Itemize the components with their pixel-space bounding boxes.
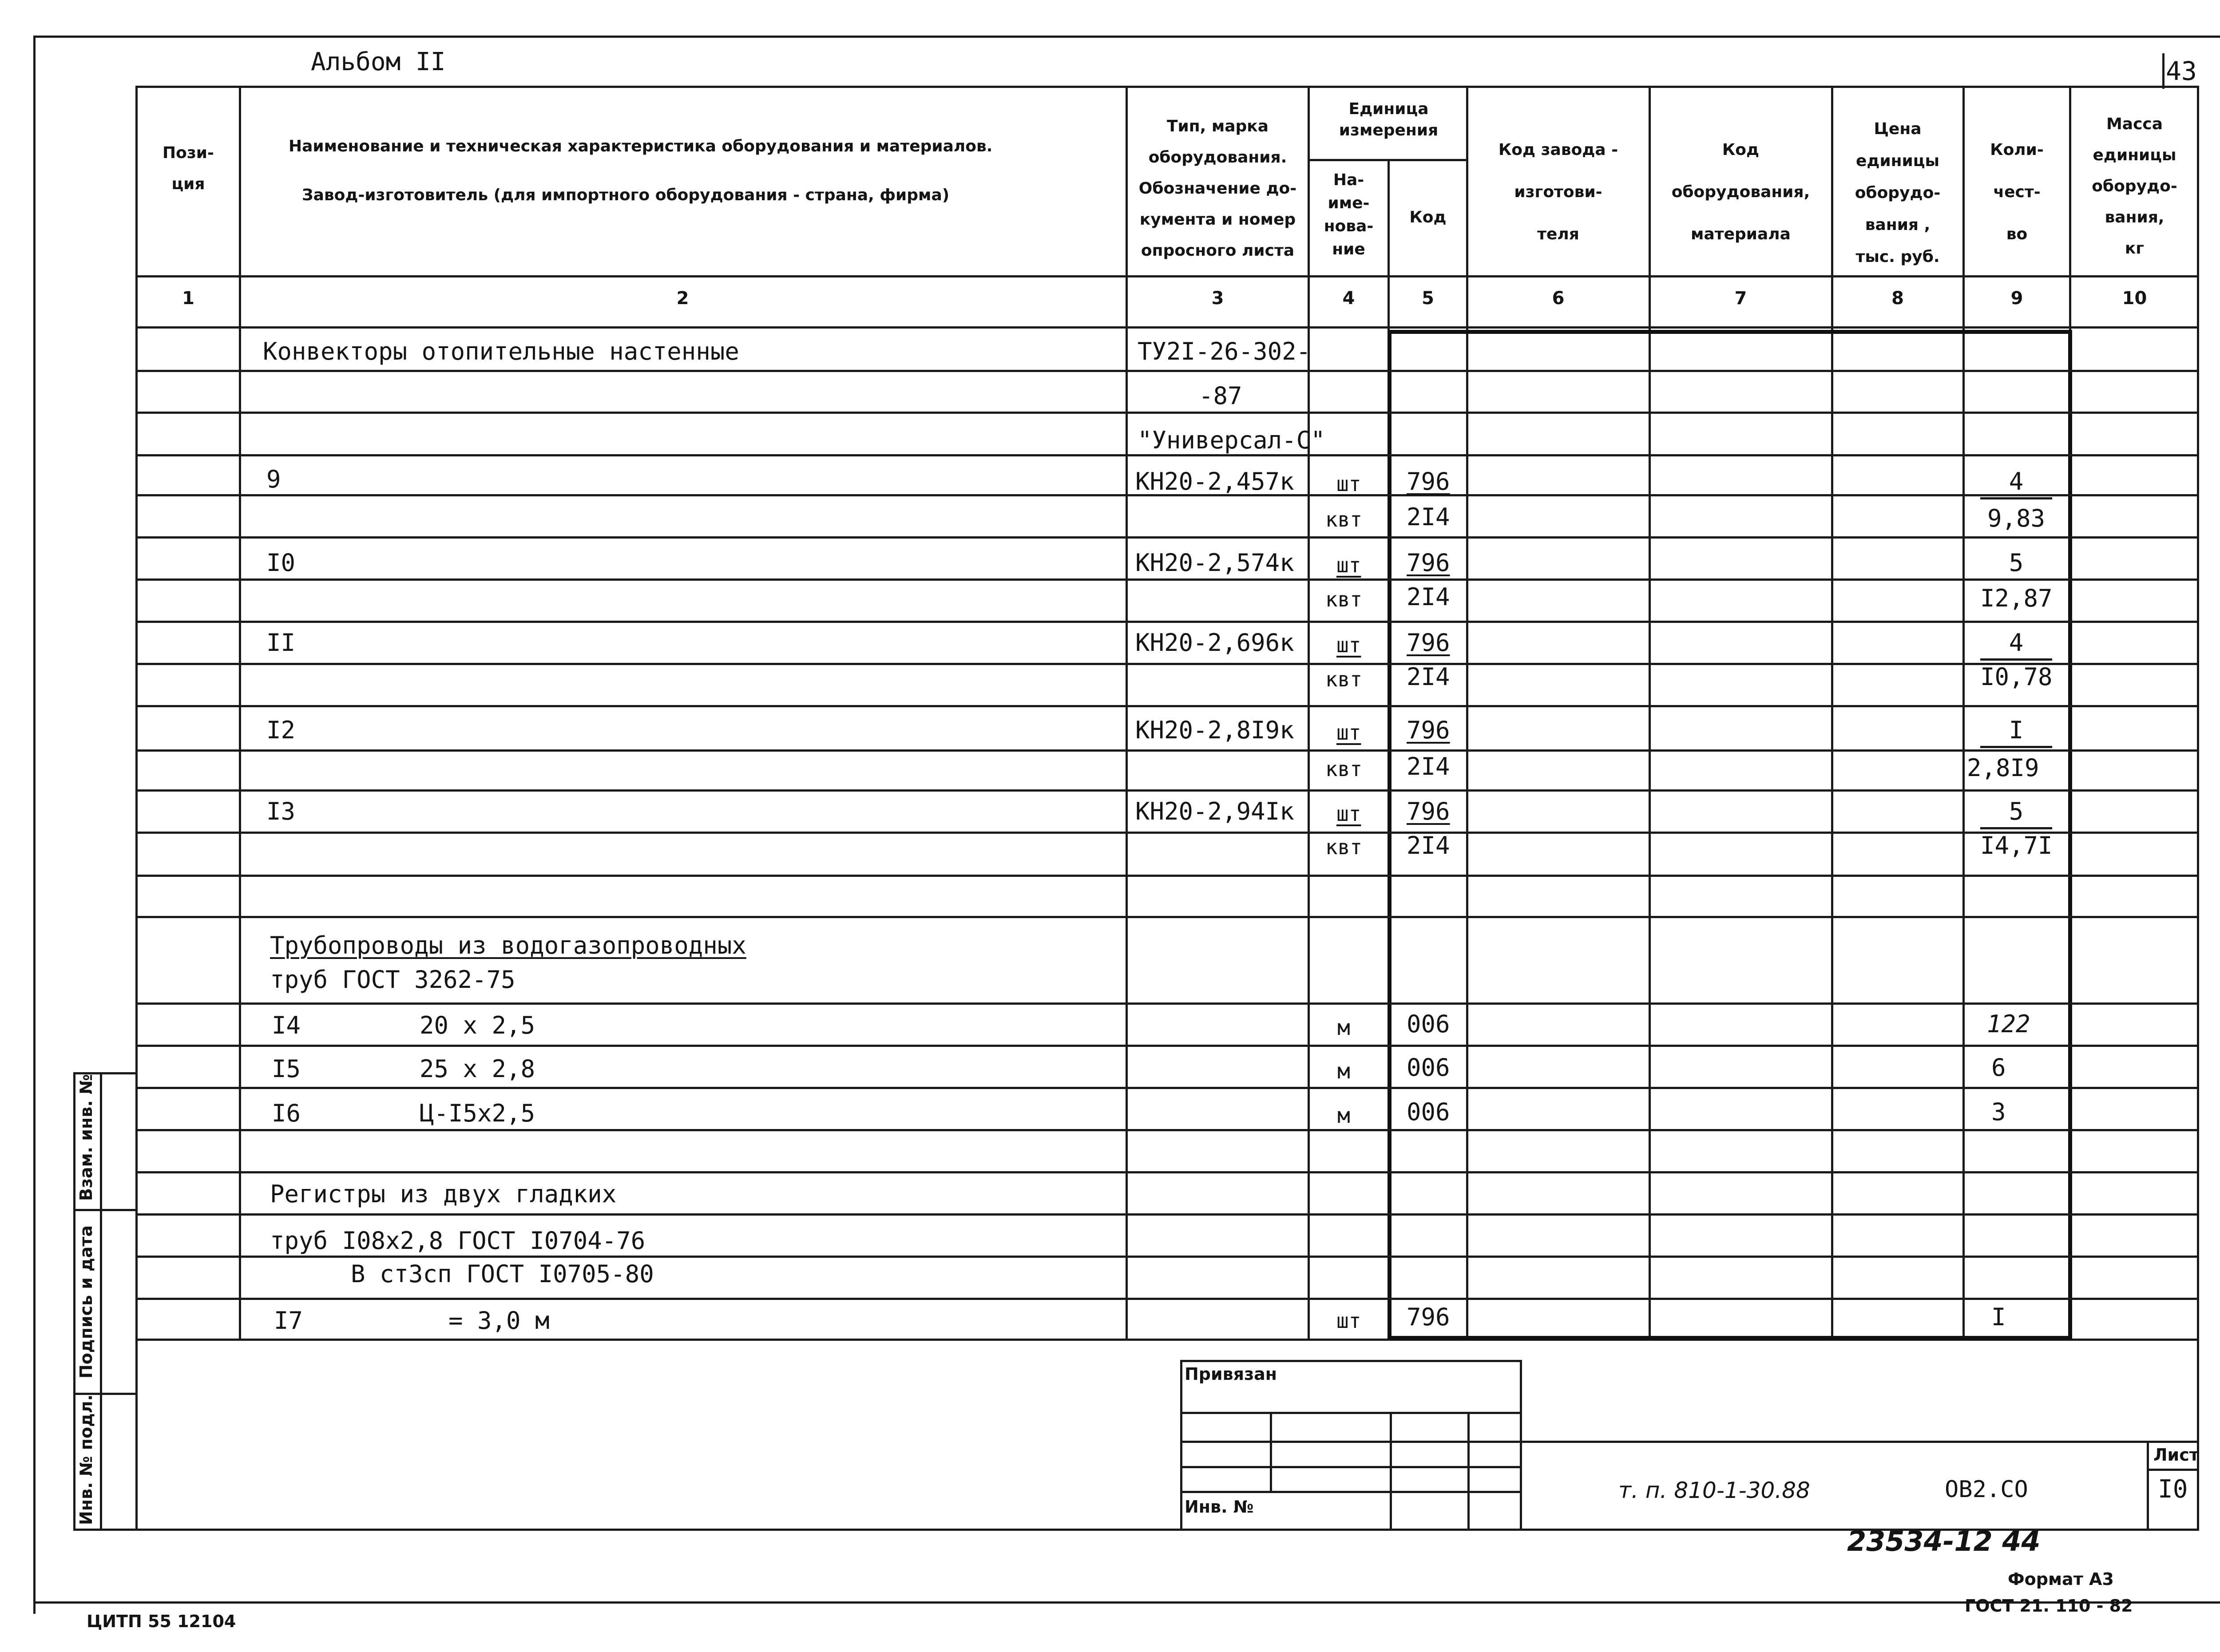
colnum-5: 5 xyxy=(1422,288,1434,309)
title-block-top xyxy=(1520,1441,2199,1443)
quantity: I2,87 xyxy=(1980,584,2053,612)
item-position: 9 xyxy=(266,465,281,493)
col-line-3 xyxy=(1308,86,1310,1340)
row-line xyxy=(135,1087,2199,1089)
stamp-col xyxy=(1390,1412,1392,1529)
header-unit-name: На- име- нова- ние xyxy=(1324,171,1374,258)
section-subtitle: труб ГОСТ 3262-75 xyxy=(270,966,515,994)
unit-code: 2I4 xyxy=(1407,753,1450,780)
unit-name: шт xyxy=(1336,802,1361,826)
format-label: Формат А3 xyxy=(2008,1569,2114,1589)
project-code: т. п. 810-1-30.88 xyxy=(1618,1478,1810,1503)
quantity: 5 xyxy=(1980,547,2052,581)
section-subtitle: труб I08х2,8 ГОСТ I0704-76 xyxy=(270,1227,646,1255)
stamp-attached-label: Привязан xyxy=(1185,1364,1277,1384)
quantity: 122 xyxy=(1987,1010,2030,1038)
unit-code: 796 xyxy=(1407,1303,1450,1331)
unit-code: 796 xyxy=(1407,797,1450,825)
header-bottom-line xyxy=(135,275,2199,277)
sidebar-left-line xyxy=(73,1072,75,1529)
quantity: 4 xyxy=(1980,627,2052,661)
stamp-line xyxy=(1180,1491,1522,1493)
outer-frame-bottom xyxy=(33,1601,2220,1604)
row-line xyxy=(135,1045,2199,1047)
thick-frame-bottom xyxy=(1388,1336,2072,1340)
item-name: Ц-I5х2,5 xyxy=(420,1099,535,1127)
unit-name: шт xyxy=(1336,553,1361,577)
sidebar-replace-inv: Взам. инв. № xyxy=(76,1074,96,1201)
thick-frame-top xyxy=(1388,330,2072,334)
unit-code: 2I4 xyxy=(1407,832,1450,860)
unit-code: 796 xyxy=(1407,629,1450,657)
type-mark: КН20-2,696к xyxy=(1135,629,1294,657)
unit-name: квт xyxy=(1325,835,1363,859)
row-line xyxy=(135,875,2199,877)
colnum-7: 7 xyxy=(1734,288,1747,309)
page-number-divider xyxy=(2162,53,2164,89)
colnum-9: 9 xyxy=(2010,288,2023,309)
section-title: Регистры из двух гладких xyxy=(270,1180,617,1208)
handwritten-number: 23534-12 44 xyxy=(1847,1525,2041,1557)
stamp-line xyxy=(1180,1412,1522,1414)
header-name-line1: Наименование и техническая характеристика оборудования и материалов. xyxy=(289,137,993,155)
stamp-right xyxy=(1520,1360,1522,1530)
item-position: I4 xyxy=(272,1011,301,1039)
row-line xyxy=(135,916,2199,918)
quantity: 3 xyxy=(1991,1098,2006,1126)
outer-frame-top xyxy=(33,36,2220,38)
header-name-line2: Завод-изготовитель (для импортного оборудования - страна, фирма) xyxy=(302,186,950,204)
header-quantity: Коли- чест- во xyxy=(1990,141,2044,243)
row-line xyxy=(135,1298,2199,1300)
item-position: I7 xyxy=(274,1307,303,1335)
sheet-box-left xyxy=(2147,1441,2149,1529)
unit-code: 796 xyxy=(1407,467,1450,495)
col-line-7 xyxy=(1831,86,1833,1340)
table-top-border xyxy=(135,86,2199,88)
header-equipment-code: Код оборудования, материала xyxy=(1671,141,1810,243)
stamp-left xyxy=(1180,1360,1182,1530)
sheet-number: I0 xyxy=(2158,1475,2188,1504)
sheet-box-line xyxy=(2147,1469,2199,1471)
row-line xyxy=(135,832,2199,834)
row-line xyxy=(135,1213,2199,1216)
section-title: Конвекторы отопительные настенные xyxy=(263,337,739,365)
col-line-1 xyxy=(239,86,241,1340)
sidebar-signature-date: Подпись и дата xyxy=(76,1225,96,1379)
unit-name: квт xyxy=(1325,757,1363,781)
item-name: 20 х 2,5 xyxy=(420,1011,535,1039)
colnum-2: 2 xyxy=(676,288,689,309)
row-line xyxy=(135,663,2199,665)
col-line-2 xyxy=(1126,86,1128,1340)
item-position: I3 xyxy=(266,797,296,825)
colnum-8: 8 xyxy=(1891,288,1904,309)
colnum-4: 4 xyxy=(1342,288,1355,309)
col-line-8 xyxy=(1962,86,1965,1340)
item-position: I0 xyxy=(266,549,296,577)
item-position: I2 xyxy=(266,716,296,744)
header-position: Пози- ция xyxy=(163,144,214,193)
type-mark: "Универсал-С" xyxy=(1138,426,1325,454)
stamp-top xyxy=(1180,1360,1522,1362)
quantity: 6 xyxy=(1991,1054,2006,1082)
header-unit-mass: Масса единицы оборудо- вания, кг xyxy=(2092,115,2177,258)
row-line xyxy=(135,789,2199,792)
stamp-inv-label: Инв. № xyxy=(1185,1497,1254,1517)
item-position: I5 xyxy=(272,1055,301,1083)
row-line xyxy=(135,536,2199,539)
unit-name: шт xyxy=(1336,721,1361,745)
quantity: I4,7I xyxy=(1980,832,2053,860)
row-line xyxy=(135,370,2199,372)
sidebar-bottom-line xyxy=(73,1529,137,1531)
header-unit-group: Единица измерения xyxy=(1339,100,1439,139)
item-position: II xyxy=(266,629,296,657)
unit-name: шт xyxy=(1336,1309,1361,1333)
sidebar-orig-inv: Инв. № подл. xyxy=(76,1394,96,1525)
row-line xyxy=(135,412,2199,414)
quantity: 5 xyxy=(1980,796,2052,829)
unit-code: 006 xyxy=(1407,1098,1450,1126)
header-type-mark: Тип, марка оборудования. Обозначение до- кумента и номер опросного листа xyxy=(1138,117,1297,260)
colnum-3: 3 xyxy=(1211,288,1224,309)
header-unit-code: Код xyxy=(1409,208,1447,226)
item-name: = 3,0 м xyxy=(448,1307,550,1335)
type-mark: КН20-2,574к xyxy=(1135,549,1294,577)
stamp-col xyxy=(1467,1412,1470,1529)
item-position: I6 xyxy=(272,1099,301,1127)
colnum-10: 10 xyxy=(2122,288,2147,309)
row-line xyxy=(135,1002,2199,1005)
quantity: I0,78 xyxy=(1980,663,2053,691)
album-title: Альбом II xyxy=(311,48,446,76)
sheet-code: ОВ2.СО xyxy=(1945,1476,2028,1503)
row-line xyxy=(135,1129,2199,1131)
sheet-label: Лист xyxy=(2153,1445,2199,1465)
section-title: Трубопроводы из водогазопроводных xyxy=(270,931,746,959)
row-line xyxy=(135,621,2199,623)
type-mark: КН20-2,94Iк xyxy=(1135,797,1294,825)
quantity: I xyxy=(1980,715,2052,748)
quantity: 9,83 xyxy=(1987,504,2046,532)
unit-code: 006 xyxy=(1407,1010,1450,1038)
stamp-col xyxy=(1270,1412,1272,1491)
unit-code: 796 xyxy=(1407,549,1450,577)
type-mark: ТУ2I-26-302- xyxy=(1138,337,1311,365)
colnum-1: 1 xyxy=(182,288,194,309)
gost-label: ГОСТ 21. 110 - 82 xyxy=(1965,1596,2133,1616)
unit-name: м xyxy=(1337,1059,1350,1084)
colnum-6: 6 xyxy=(1552,288,1565,309)
quantity: 2,8I9 xyxy=(1967,754,2039,782)
type-mark: КН20-2,457к xyxy=(1135,467,1294,495)
sidebar-sep-line xyxy=(73,1209,137,1211)
outer-frame-left xyxy=(33,36,36,1614)
unit-name: м xyxy=(1337,1015,1350,1040)
unit-name: м xyxy=(1337,1103,1350,1128)
unit-code: 2I4 xyxy=(1407,503,1450,531)
unit-code: 796 xyxy=(1407,716,1450,744)
col-line-5 xyxy=(1466,86,1468,1340)
row-line xyxy=(135,578,2199,581)
header-factory-code: Код завода - изготови- теля xyxy=(1498,141,1618,243)
sidebar-mid-line xyxy=(100,1072,102,1529)
quantity: I xyxy=(1991,1303,2006,1331)
colnum-bottom-line xyxy=(135,326,2199,329)
unit-name: квт xyxy=(1325,507,1363,531)
citp-label: ЦИТП 55 12104 xyxy=(87,1612,236,1631)
unit-code: 2I4 xyxy=(1407,663,1450,691)
row-line xyxy=(135,1171,2199,1173)
unit-code: 006 xyxy=(1407,1054,1450,1082)
page-number: 43 xyxy=(2166,56,2197,86)
unit-name: шт xyxy=(1336,472,1361,496)
item-name: 25 х 2,8 xyxy=(420,1055,535,1083)
type-mark: КН20-2,8I9к xyxy=(1135,716,1294,744)
section-subtitle: В ст3сп ГОСТ I0705-80 xyxy=(351,1260,654,1288)
header-unit-price: Цена единицы оборудо- вания , тыс. руб. xyxy=(1855,120,1941,266)
stamp-line xyxy=(1180,1441,1522,1443)
row-line xyxy=(135,705,2199,707)
thick-frame-right xyxy=(2068,330,2072,1340)
row-line xyxy=(135,749,2199,752)
quantity: 4 xyxy=(1980,466,2052,499)
col-line-6 xyxy=(1649,86,1651,1340)
stamp-line xyxy=(1180,1466,1522,1468)
thick-frame-left xyxy=(1388,330,1391,1340)
unit-name: квт xyxy=(1325,587,1363,611)
type-mark: -87 xyxy=(1199,382,1242,410)
unit-name: шт xyxy=(1336,633,1361,657)
unit-code: 2I4 xyxy=(1407,583,1450,611)
unit-name: квт xyxy=(1325,667,1363,691)
